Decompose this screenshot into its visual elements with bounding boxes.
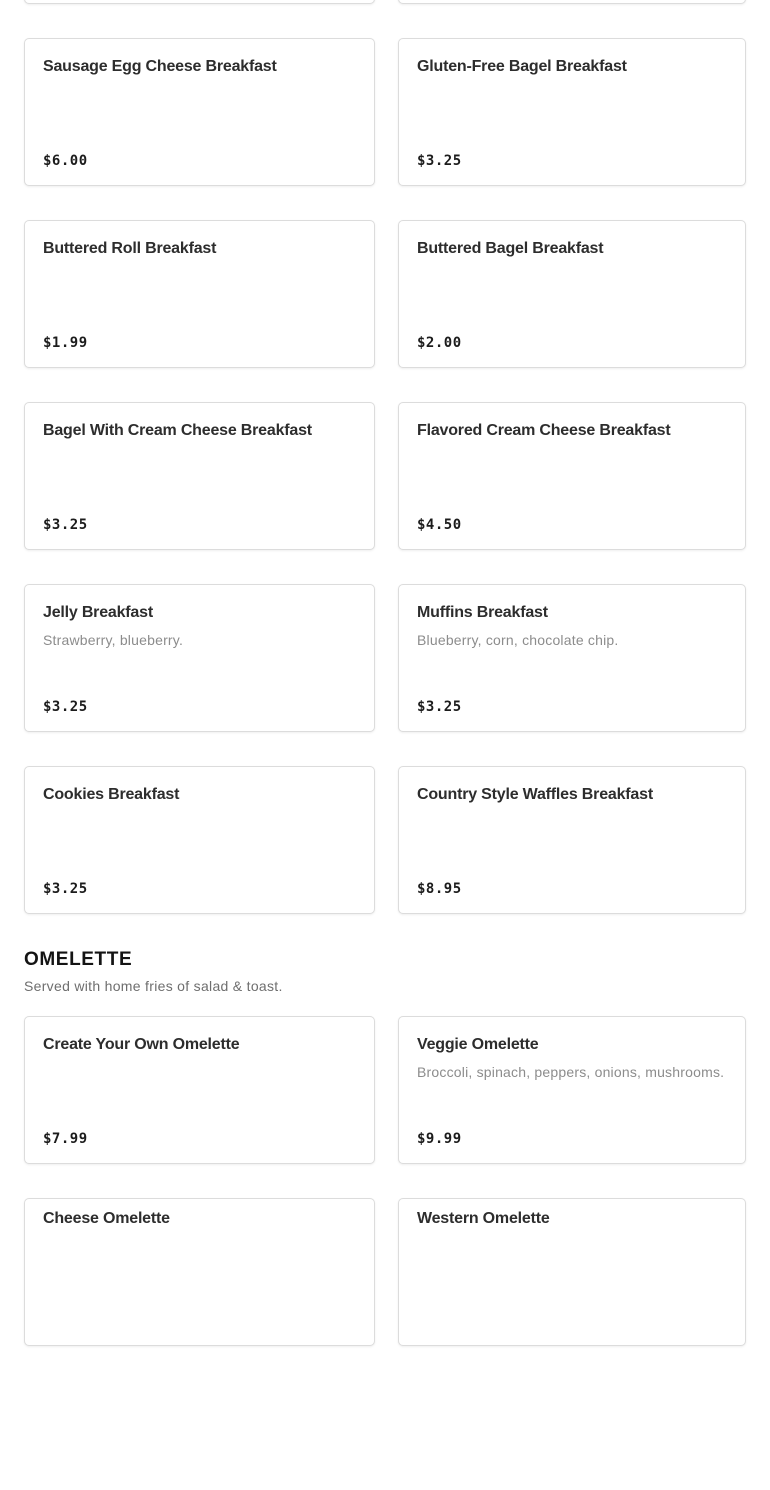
- section-header: [24, 948, 746, 996]
- menu-item-title: Country Style Waffles Breakfast: [417, 786, 653, 803]
- menu-row: [24, 1198, 746, 1346]
- menu-item-card[interactable]: [24, 38, 375, 186]
- menu-item-price: $7.99: [43, 1131, 88, 1147]
- menu-item-description: Broccoli, spinach, peppers, onions, mushrooms.: [417, 1064, 725, 1080]
- menu-item-price: $3.25: [43, 517, 88, 533]
- menu-row: [24, 766, 746, 914]
- menu-item-price: $8.95: [417, 881, 462, 897]
- menu-item-card[interactable]: [24, 0, 375, 4]
- menu-item-card[interactable]: [24, 584, 375, 732]
- menu-row: [24, 1016, 746, 1164]
- menu-row: [24, 38, 746, 186]
- menu-item-title: Veggie Omelette: [417, 1036, 539, 1053]
- menu-item-card[interactable]: [24, 220, 375, 368]
- menu-item-title: Buttered Roll Breakfast: [43, 240, 217, 257]
- menu-item-card[interactable]: [398, 766, 746, 914]
- menu-item-price: $3.25: [43, 881, 88, 897]
- menu-item-price: $3.25: [43, 699, 88, 715]
- menu-item-card[interactable]: [398, 584, 746, 732]
- menu-item-title: Cheese Omelette: [43, 1210, 170, 1227]
- menu-item-card[interactable]: [398, 220, 746, 368]
- menu-item-card[interactable]: [24, 766, 375, 914]
- menu-item-title: Sausage Egg Cheese Breakfast: [43, 58, 277, 75]
- menu-item-card[interactable]: [398, 0, 746, 4]
- menu-item-card[interactable]: [398, 1198, 746, 1346]
- menu-item-card[interactable]: [24, 1198, 375, 1346]
- section-heading: OMELETTE: [24, 949, 133, 970]
- menu-item-card[interactable]: [398, 38, 746, 186]
- menu-item-title: Jelly Breakfast: [43, 604, 153, 621]
- menu-list: [24, 0, 746, 1346]
- menu-row: [24, 220, 746, 368]
- menu-item-title: Cookies Breakfast: [43, 786, 180, 803]
- menu-item-title: Bagel With Cream Cheese Breakfast: [43, 422, 312, 439]
- menu-item-price: $3.25: [417, 699, 462, 715]
- menu-item-description: Blueberry, corn, chocolate chip.: [417, 632, 619, 648]
- menu-item-title: Gluten-Free Bagel Breakfast: [417, 58, 627, 75]
- menu-item-price: $6.00: [43, 153, 88, 169]
- menu-row: [24, 584, 746, 732]
- menu-item-price: $4.50: [417, 517, 462, 533]
- menu-item-card[interactable]: [24, 402, 375, 550]
- menu-row: [24, 0, 746, 4]
- menu-item-price: $2.00: [417, 335, 462, 351]
- menu-row: [24, 402, 746, 550]
- menu-item-title: Western Omelette: [417, 1210, 550, 1227]
- menu-item-price: $9.99: [417, 1131, 462, 1147]
- menu-item-card[interactable]: [398, 402, 746, 550]
- menu-item-description: Strawberry, blueberry.: [43, 632, 184, 648]
- menu-item-title: Buttered Bagel Breakfast: [417, 240, 604, 257]
- menu-item-card[interactable]: [398, 1016, 746, 1164]
- menu-item-card[interactable]: [24, 1016, 375, 1164]
- menu-item-price: $1.99: [43, 335, 88, 351]
- menu-item-price: $3.25: [417, 153, 462, 169]
- menu-item-title: Flavored Cream Cheese Breakfast: [417, 422, 671, 439]
- menu-item-title: Muffins Breakfast: [417, 604, 548, 621]
- menu-item-title: Create Your Own Omelette: [43, 1036, 240, 1053]
- section-subtitle: Served with home fries of salad & toast.: [24, 978, 283, 994]
